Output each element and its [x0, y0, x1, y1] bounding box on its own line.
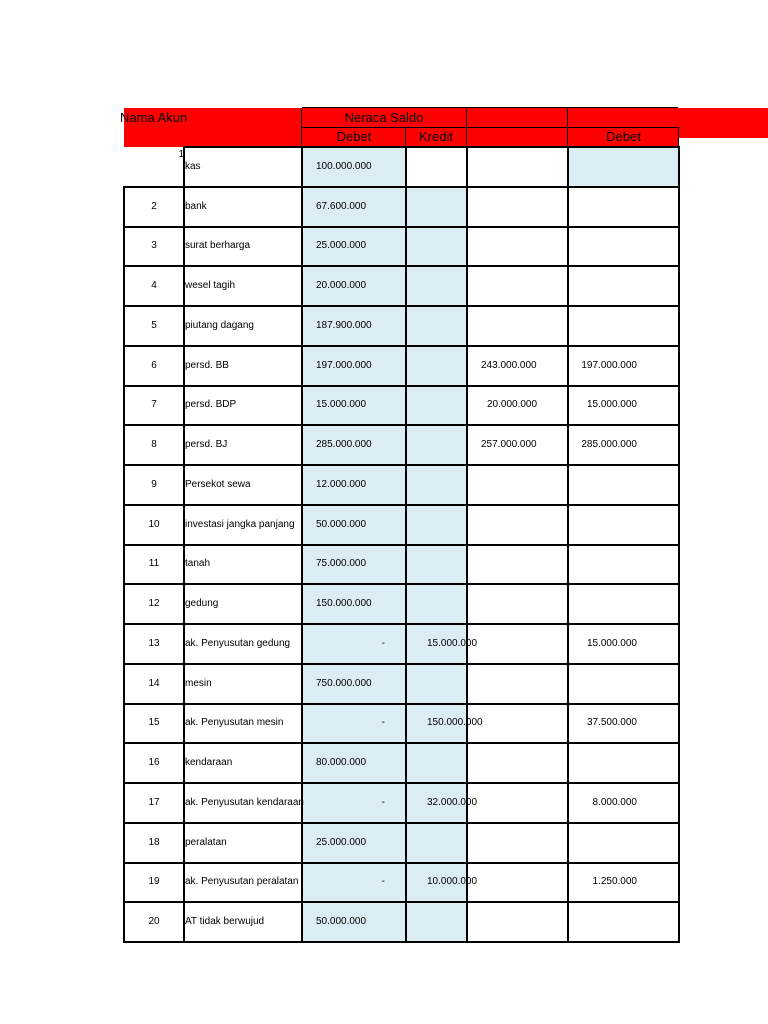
debet-value: 15.000.000 — [316, 399, 367, 411]
row-line — [123, 941, 680, 943]
header-debet: Debet — [336, 129, 372, 144]
debet-value: 12.000.000 — [316, 478, 367, 490]
account-name: surat berharga — [185, 240, 251, 252]
row-number: 2 — [151, 200, 157, 212]
account-name: gedung — [185, 598, 219, 610]
debet-value: 150.000.000 — [316, 598, 372, 610]
row-number: 11 — [148, 558, 160, 570]
debet-value: 25.000.000 — [316, 240, 367, 252]
debet-value: - — [381, 637, 385, 649]
debet-value: 80.000.000 — [316, 757, 367, 769]
row-number: 16 — [148, 757, 160, 769]
header-debet-2: Debet — [606, 129, 641, 144]
kredit-cell-bg — [406, 266, 466, 306]
debet-value: 50.000.000 — [316, 916, 367, 928]
kredit-cell-bg — [406, 823, 466, 863]
account-name: kas — [185, 160, 201, 172]
kredit-cell-bg — [406, 465, 466, 505]
kredit-cell-bg — [406, 346, 466, 386]
debet-value: - — [381, 876, 385, 888]
kredit-cell-bg — [406, 187, 466, 227]
row-line — [123, 265, 680, 267]
row-number: 18 — [148, 836, 160, 848]
debet-value: 75.000.000 — [316, 558, 367, 570]
account-name: tanah — [185, 558, 211, 570]
col5-value: 8.000.000 — [592, 796, 637, 808]
row-line — [183, 146, 680, 148]
kredit-cell-bg — [406, 227, 466, 267]
col5-value: 15.000.000 — [586, 399, 637, 411]
kredit-cell-bg — [406, 664, 466, 704]
kredit-cell-bg — [406, 902, 466, 942]
account-name: ak. Penyusutan peralatan — [185, 876, 299, 888]
kredit-value: 150.000.000 — [427, 717, 483, 729]
row-line — [123, 305, 680, 307]
col4-value: 20.000.000 — [487, 399, 538, 411]
row-line — [123, 822, 680, 824]
account-name: piutang dagang — [185, 319, 254, 331]
row-line — [123, 901, 680, 903]
row-number: 6 — [151, 359, 157, 371]
kredit-cell-bg — [406, 584, 466, 624]
col5-value: 15.000.000 — [586, 637, 637, 649]
account-name: investasi jangka panjang — [185, 518, 295, 530]
row-number: 20 — [148, 916, 160, 928]
col4-value: 243.000.000 — [481, 359, 537, 371]
row-line — [123, 424, 680, 426]
row-line — [123, 186, 680, 188]
row-number: 8 — [151, 439, 157, 451]
debet-value: 285.000.000 — [316, 439, 372, 451]
account-name: ak. Penyusutan kendaraan — [185, 796, 304, 808]
account-name: bank — [185, 200, 207, 212]
debet-value: 100.000.000 — [316, 160, 372, 172]
account-name: mesin — [185, 677, 212, 689]
kredit-cell-bg — [406, 386, 466, 426]
row-line — [123, 742, 680, 744]
col5-value: 1.250.000 — [592, 876, 637, 888]
row-line — [123, 464, 680, 466]
row-number: 14 — [148, 677, 160, 689]
kredit-cell-bg — [406, 505, 466, 545]
row-line — [123, 504, 680, 506]
row-line — [123, 544, 680, 546]
debet-value: - — [381, 796, 385, 808]
debet2-cell-bg — [568, 147, 679, 187]
row-number: 12 — [148, 598, 160, 610]
row-number: 15 — [148, 717, 160, 729]
debet-value: 50.000.000 — [316, 518, 367, 530]
kredit-cell-bg — [406, 306, 466, 346]
row-number: 3 — [151, 240, 157, 252]
debet-value: 20.000.000 — [316, 280, 367, 292]
debet-value: 197.000.000 — [316, 359, 372, 371]
header-top-line — [302, 107, 678, 108]
header-mid-line — [302, 127, 679, 128]
row-line — [123, 782, 680, 784]
kredit-value: 10.000.000 — [427, 876, 478, 888]
col5-value: 37.500.000 — [586, 717, 637, 729]
row-line — [123, 345, 680, 347]
col4-value: 257.000.000 — [481, 439, 537, 451]
header-kredit: Kredit — [419, 129, 453, 144]
account-name: persd. BDP — [185, 399, 237, 411]
col5-value: 197.000.000 — [581, 359, 637, 371]
debet-value: 187.900.000 — [316, 319, 372, 331]
row-line — [123, 385, 680, 387]
kredit-value: 32.000.000 — [427, 796, 478, 808]
row-number: 19 — [148, 876, 160, 888]
row-number: 9 — [151, 478, 157, 490]
kredit-cell-bg — [406, 743, 466, 783]
account-name: Persekot sewa — [185, 478, 251, 490]
row-line — [123, 583, 680, 585]
header-sep-5 — [678, 127, 679, 147]
kredit-value: 15.000.000 — [427, 637, 478, 649]
col5-value: 285.000.000 — [581, 439, 637, 451]
account-name: peralatan — [185, 836, 227, 848]
header-band-right — [678, 108, 768, 138]
header-sep-3 — [567, 108, 568, 147]
row-number: 17 — [148, 796, 160, 808]
kredit-cell-bg — [406, 545, 466, 585]
row-number: 4 — [151, 280, 157, 292]
debet-value: - — [381, 717, 385, 729]
account-name: ak. Penyusutan mesin — [185, 717, 284, 729]
row-line — [123, 703, 680, 705]
row-number: 7 — [151, 399, 157, 411]
account-name: ak. Penyusutan gedung — [185, 637, 291, 649]
debet-value: 67.600.000 — [316, 200, 367, 212]
row-number: 1 — [178, 149, 184, 160]
account-name: wesel tagih — [185, 280, 236, 292]
account-name: AT tidak berwujud — [185, 916, 265, 928]
account-name: kendaraan — [185, 757, 233, 769]
header-sep-4 — [405, 127, 406, 147]
row-number: 5 — [151, 319, 157, 331]
debet-value: 750.000.000 — [316, 677, 372, 689]
account-name: persd. BJ — [185, 439, 228, 451]
account-name: persd. BB — [185, 359, 229, 371]
row-line — [123, 623, 680, 625]
kredit-cell-bg — [406, 425, 466, 465]
row-line — [123, 663, 680, 665]
row-line — [123, 862, 680, 864]
header-nama-akun: Nama Akun — [120, 110, 188, 125]
row-line — [123, 226, 680, 228]
row-number: 10 — [148, 518, 160, 530]
debet-value: 25.000.000 — [316, 836, 367, 848]
header-neraca-saldo: Neraca Saldo — [344, 110, 424, 125]
header-sep-2 — [466, 108, 467, 147]
row-number: 13 — [148, 637, 160, 649]
header-sep-1 — [301, 108, 302, 147]
